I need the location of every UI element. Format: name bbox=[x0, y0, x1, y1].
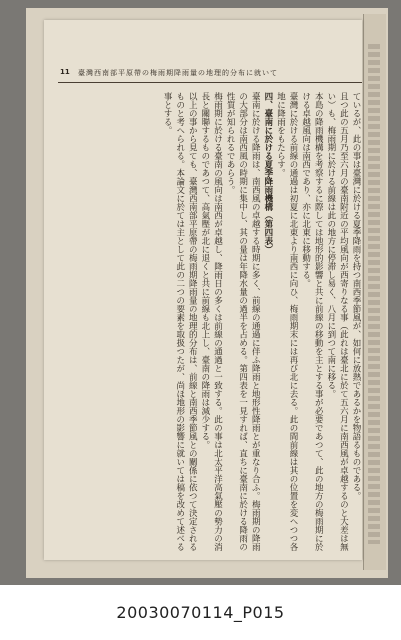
page-body-text bbox=[58, 92, 362, 556]
section-heading: 四、臺南に於ける夏季降雨機構（第四表） bbox=[262, 92, 273, 254]
running-title: 臺灣西南部平原帶の梅雨期降雨量の地理的分布に就いて bbox=[78, 69, 278, 77]
paragraph: 且つ此の五月乃至六月の臺南附近の平均風向が西寄りなる事（此れは臺北に於て五六月に南西風が卓越するのと大差は無い）も、梅雨期に於ける前線は此の地方に停滞し易く、八月に到つて南に移る。 bbox=[325, 92, 349, 551]
paragraph: 本島の降雨機構を考察するに際しては地形的影響と共に前線の移動を主とする事が必要であつて、此の地方の梅雨期に於ける卓越風向は南西であり、亦に北東に移動する。 bbox=[300, 92, 324, 551]
header-rule bbox=[58, 82, 362, 83]
paragraph: 梅雨期に於ける臺南の風向は南西が卓越し、降雨日の多くは前線の通過と一致する。此の事は北太平洋高氣壓の勢力の消長と關聯するものであつて、高氣壓が北に退くと共に前線も北上し、臺南の降雨は減少する。 bbox=[199, 92, 223, 551]
paragraph: 臺南に於ける降雨は、南西風の卓越する時期に多く、前線の通過に伴ふ降雨と地形性降雨とが重なり合ふ。梅雨期の降雨の大部分は南西風の時期に集中し、其の量は年降水量の過半を占める。第四表を一見すれば、直ちに臺南に於ける降雨の性質が知られるであらう。 bbox=[225, 92, 261, 551]
paragraph: ているが、此の事は臺灣に於ける夏季降雨を持つ南西季節風が、如何に放熱であるかを物語るものである。 bbox=[351, 92, 361, 500]
adjacent-page-text-shadow bbox=[368, 44, 380, 544]
adjacent-page-edge bbox=[363, 14, 386, 570]
paragraph: 以上の事から見ても、臺灣西南部平原帶の梅雨期降雨量の地理的分布は、前線と南西季節風との關係に依つて決定されるものと考へられる。本論文に於ては主として此の二つの要素を取扱つたが、尚ほ地形の影響に就いては稿を改めて述べる事とする。 bbox=[162, 92, 198, 551]
page-header bbox=[60, 66, 360, 80]
page-number: 11 bbox=[60, 68, 70, 76]
paragraph: 臺灣に於ける前線の通過は初夏に北東より南西に向ひ、梅雨期末には再び北に去る。此の間前線は其の位置を変へつつ各地に降雨をもたらす。 bbox=[275, 92, 299, 551]
image-caption: 20030070114_P015 bbox=[116, 603, 285, 622]
